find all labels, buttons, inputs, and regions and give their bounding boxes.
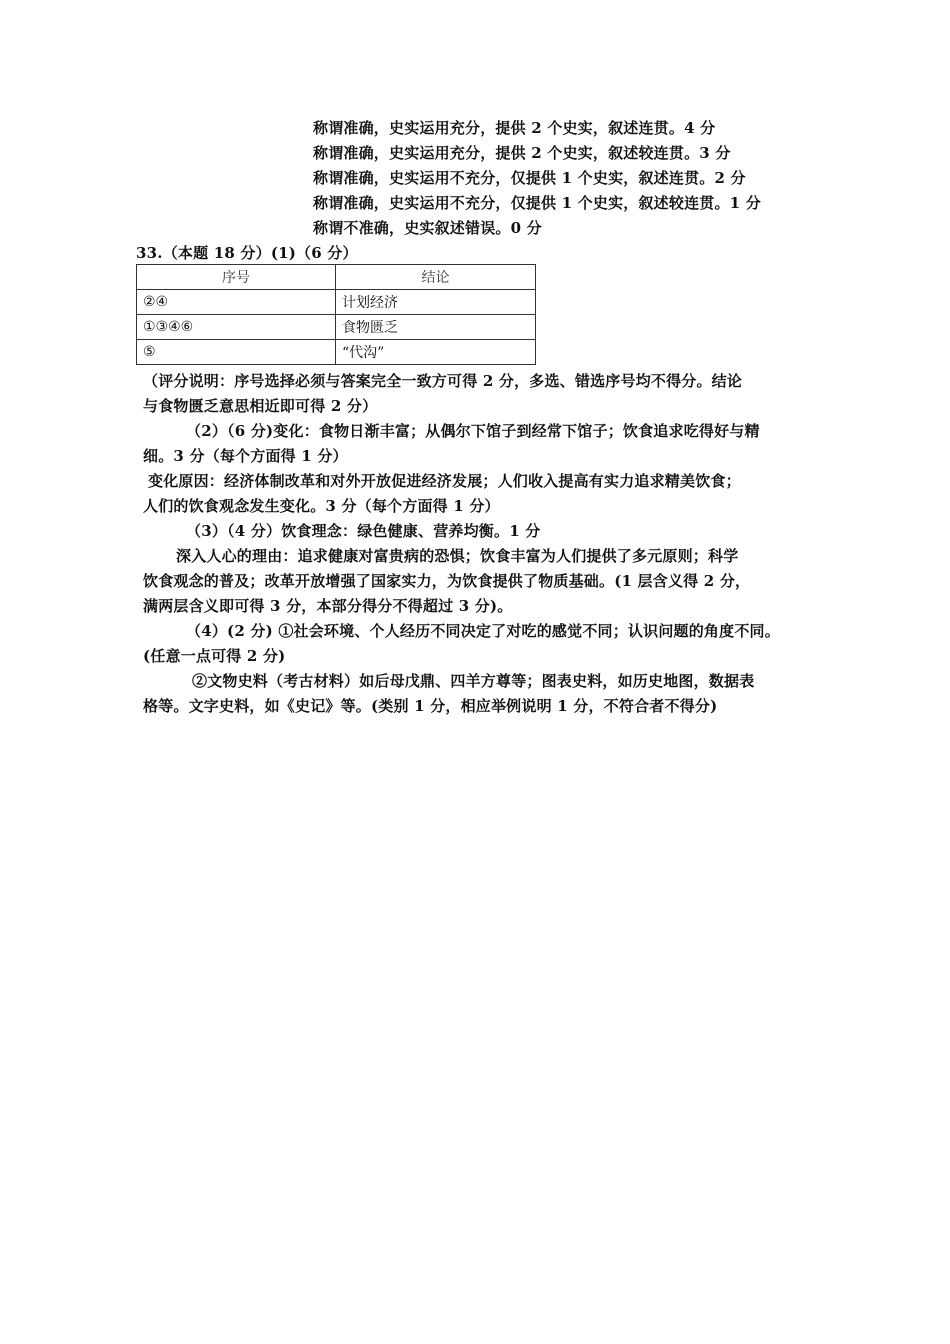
part3-line-2: 深入人心的理由：追求健康对富贵病的恐惧；饮食丰富为人们提供了多元原则；科学 (176, 547, 739, 565)
table-cell-number: ①③④⑥ (137, 315, 336, 340)
part4-line-2: (任意一点可得 2 分) (143, 647, 286, 665)
part2-line-1: （2）（6 分)变化：食物日渐丰富；从偶尔下馆子到经常下馆子；饮食追求吃得好与精 (186, 422, 760, 440)
part3-line-1: （3）（4 分）饮食理念：绿色健康、营养均衡。1 分 (186, 522, 541, 540)
table-cell-number: ②④ (137, 290, 336, 315)
table-header-conclusion: 结论 (336, 265, 536, 290)
question-33-heading: 33.（本题 18 分）(1)（6 分） (136, 244, 358, 262)
part3-line-3: 饮食观念的普及；改革开放增强了国家实力，为饮食提供了物质基础。(1 层含义得 2 分， (143, 572, 751, 590)
table-cell-number: ⑤ (137, 340, 336, 365)
part2-line-4: 人们的饮食观念发生变化。3 分（每个方面得 1 分） (143, 497, 500, 515)
part4-line-1: （4）(2 分) ①社会环境、个人经历不同决定了对吃的感觉不同；认识问题的角度不同。 (186, 622, 780, 640)
part4-line-4: 格等。文字史料，如《史记》等。(类别 1 分，相应举例说明 1 分，不符合者不得分) (143, 697, 718, 715)
table-cell-conclusion: 计划经济 (336, 290, 536, 315)
part3-line-4: 满两层含义即可得 3 分，本部分得分不得超过 3 分)。 (143, 597, 513, 615)
part4-line-3: ②文物史料（考古材料）如后母戊鼎、四羊方尊等；图表史料，如历史地图，数据表 (192, 672, 755, 690)
table-header-number: 序号 (137, 265, 336, 290)
rubric-line-2pt: 称谓准确，史实运用不充分，仅提供 1 个史实，叙述连贯。2 分 (313, 169, 746, 187)
rubric-line-0pt: 称谓不准确，史实叙述错误。0 分 (313, 219, 542, 237)
table-row (137, 315, 536, 340)
part2-line-3: 变化原因：经济体制改革和对外开放促进经济发展；人们收入提高有实力追求精美饮食； (148, 472, 741, 490)
scoring-note-line-2: 与食物匮乏意思相近即可得 2 分） (143, 397, 378, 415)
table-row (137, 290, 536, 315)
scoring-note-line-1: （评分说明：序号选择必须与答案完全一致方可得 2 分，多选、错选序号均不得分。结论 (143, 372, 743, 390)
answer-table (136, 264, 536, 365)
table-cell-conclusion: 食物匮乏 (336, 315, 536, 340)
table-cell-conclusion: “代沟” (336, 340, 536, 365)
rubric-line-1pt: 称谓准确，史实运用不充分，仅提供 1 个史实，叙述较连贯。1 分 (313, 194, 761, 212)
table-header-row (137, 265, 536, 290)
rubric-line-4pt: 称谓准确，史实运用充分，提供 2 个史实，叙述连贯。4 分 (313, 119, 716, 137)
rubric-line-3pt: 称谓准确，史实运用充分，提供 2 个史实，叙述较连贯。3 分 (313, 144, 731, 162)
table-row (137, 340, 536, 365)
part2-line-2: 细。3 分（每个方面得 1 分） (143, 447, 348, 465)
